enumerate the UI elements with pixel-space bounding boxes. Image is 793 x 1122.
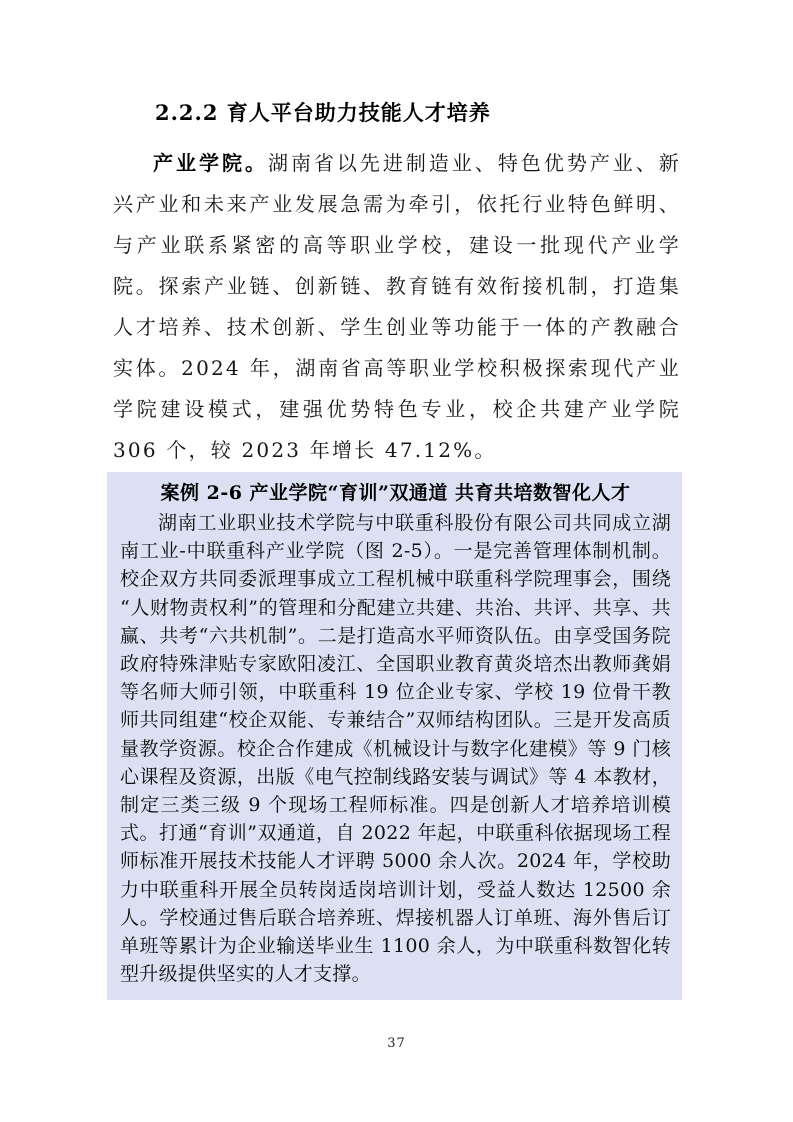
case-box xyxy=(107,472,682,1000)
paragraph-lead: 产业学院。 xyxy=(153,151,268,175)
page-number: 37 xyxy=(387,1036,406,1051)
section-heading: 2.2.2 育人平台助力技能人才培养 xyxy=(155,100,491,125)
content-column xyxy=(113,96,681,1000)
paragraph-text: 湖南省以先进制造业、特色优势产业、新兴产业和未来产业发展急需为牵引，依托行业特色鲜明、与产业联系紧密的高等职业学校，建设一批现代产业学院。探索产业链、创新链、教育链有效衔接机制，打造集人才培养、技术创新、学生创业等功能于一体的产教融合实体。2024 年，湖南省高等职业学校积极探索现代产业学院建设模式，建强优势特色专业，校企共建产业学院 306 个，较 2023 年增长 47.12%。 xyxy=(113,151,681,462)
body-paragraph xyxy=(113,143,681,471)
case-title: 案例 2-6 产业学院“育训”双通道 共育共培数智化人才 xyxy=(160,482,631,504)
case-body: 湖南工业职业技术学院与中联重科股份有限公司共同成立湖南工业-中联重科产业学院（图 2-5）。一是完善管理体制机制。校企双方共同委派理事成立工程机械中联重科学院理事会，围绕“人财物责权利”的管理和分配建立共建、共治、共评、共享、共赢、共考“六共机制”。二是打造高水平师资队伍。由享受国务院政府特殊津贴专家欧阳凌江、全国职业教育黄炎培杰出教师龚娟等名师大师引领，中联重科 19 位企业专家、学校 19 位骨干教师共同组建“校企双能、专兼结合”双师结构团队。三是开发高质量教学资源。校企合作建成《机械设计与数字化建模》等 9 门核心课程及资源，出版《电气控制线路安装与调试》等 4 本教材，制定三类三级 9 个现场工程师标准。四是创新人才培养培训模式。打通“育训”双通道，自 2022 年起，中联重科依据现场工程师标准开展技术技能人才评聘 5000 余人次。2024 年，学校助力中联重科开展全员转岗适岗培训计划，受益人数达 12500 余人。学校通过售后联合培养班、焊接机器人订单班、海外售后订单班等累计为企业输送毕业生 1100 余人，为中联重科数智化转型升级提供坚实的人才支撑。 xyxy=(120,512,671,986)
